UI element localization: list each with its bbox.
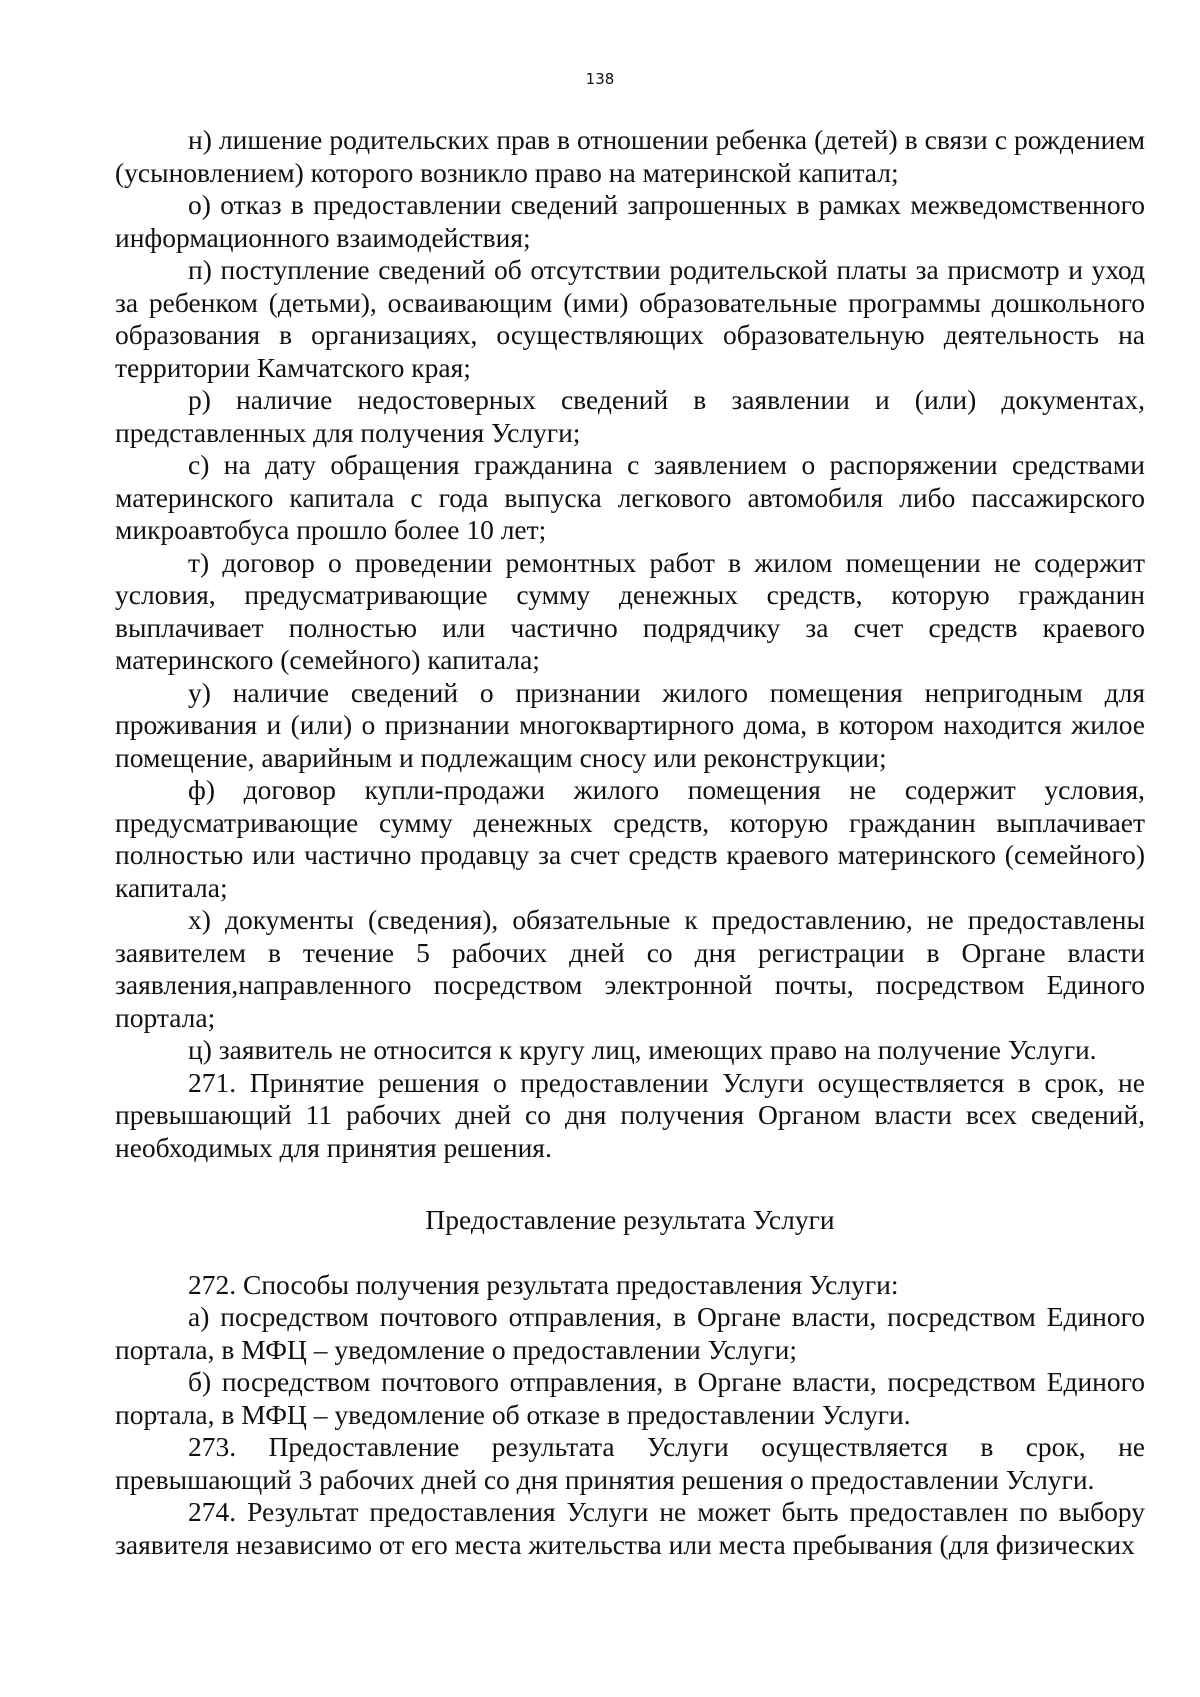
list-item-b: б) посредством почтового отправления, в Органе власти, посредством Единого портала, в МФЦ – уведомление об отказе в предоставлении Услуги. — [115, 1366, 1145, 1430]
clause-271: 271. Принятие решения о предоставлении Услуги осуществляется в срок, не превышающий 11 рабочих дней со дня получения Органом власти всех сведений, необходимых для принятия решения. — [115, 1066, 1145, 1163]
list-item-a: а) посредством почтового отправления, в Органе власти, посредством Единого портала, в МФЦ – уведомление о предоставлении Услуги; — [115, 1301, 1145, 1365]
list-item-r: р) наличие недостоверных сведений в заявлении и (или) документах, представленных для получения Услуги; — [115, 384, 1145, 448]
list-item-n: н) лишение родительских прав в отношении ребенка (детей) в связи с рождением (усыновлением) которого возникло право на материнской капитал; — [115, 124, 1145, 188]
list-item-p: п) поступление сведений об отсутствии родительской платы за присмотр и уход за ребенком (детьми), осваивающим (ими) образовательные программы дошкольного образования в организациях, осуществляющих образовательную деятельность на территории Камчатского края; — [115, 254, 1145, 383]
clause-274: 274. Результат предоставления Услуги не может быть предоставлен по выбору заявителя независимо от его места жительства или места пребывания (для физических — [115, 1496, 1145, 1560]
list-item-u: у) наличие сведений о признании жилого помещения непригодным для проживания и (или) о признании многоквартирного дома, в котором находится жилое помещение, аварийным и подлежащим сносу или реконструкции; — [115, 676, 1145, 773]
page-number: 138 — [585, 70, 615, 88]
document-body — [115, 124, 1145, 1561]
list-item-f: ф) договор купли-продажи жилого помещения не содержит условия, предусматривающие сумму денежных средств, которую гражданин выплачивает полностью или частично продавцу за счет средств краевого материнского (семейного) капитала; — [115, 774, 1145, 903]
list-item-t: т) договор о проведении ремонтных работ в жилом помещении не содержит условия, предусматривающие сумму денежных средств, которую гражданин выплачивает полностью или частично подрядчику за счет средств краевого материнского (семейного) капитала; — [115, 546, 1145, 675]
clause-273: 273. Предоставление результата Услуги осуществляется в срок, не превышающий 3 рабочих дней со дня принятия решения о предоставлении Услуги. — [115, 1431, 1145, 1495]
list-item-s: с) на дату обращения гражданина с заявлением о распоряжении средствами материнского капитала с года выпуска легкового автомобиля либо пассажирского микроавтобуса прошло более 10 лет; — [115, 449, 1145, 545]
list-item-o: о) отказ в предоставлении сведений запрошенных в рамках межведомственного информационного взаимодействия; — [115, 189, 1145, 253]
list-item-ts: ц) заявитель не относится к кругу лиц, имеющих право на получение Услуги. — [188, 1034, 1097, 1065]
list-item-kh: х) документы (сведения), обязательные к предоставлению, не предоставлены заявителем в течение 5 рабочих дней со дня регистрации в Органе власти заявления,направленного посредством электронной почты, посредством Единого портала; — [115, 904, 1145, 1033]
clause-272: 272. Способы получения результата предоставления Услуги: — [188, 1268, 899, 1300]
section-heading: Предоставление результата Услуги — [425, 1204, 835, 1235]
